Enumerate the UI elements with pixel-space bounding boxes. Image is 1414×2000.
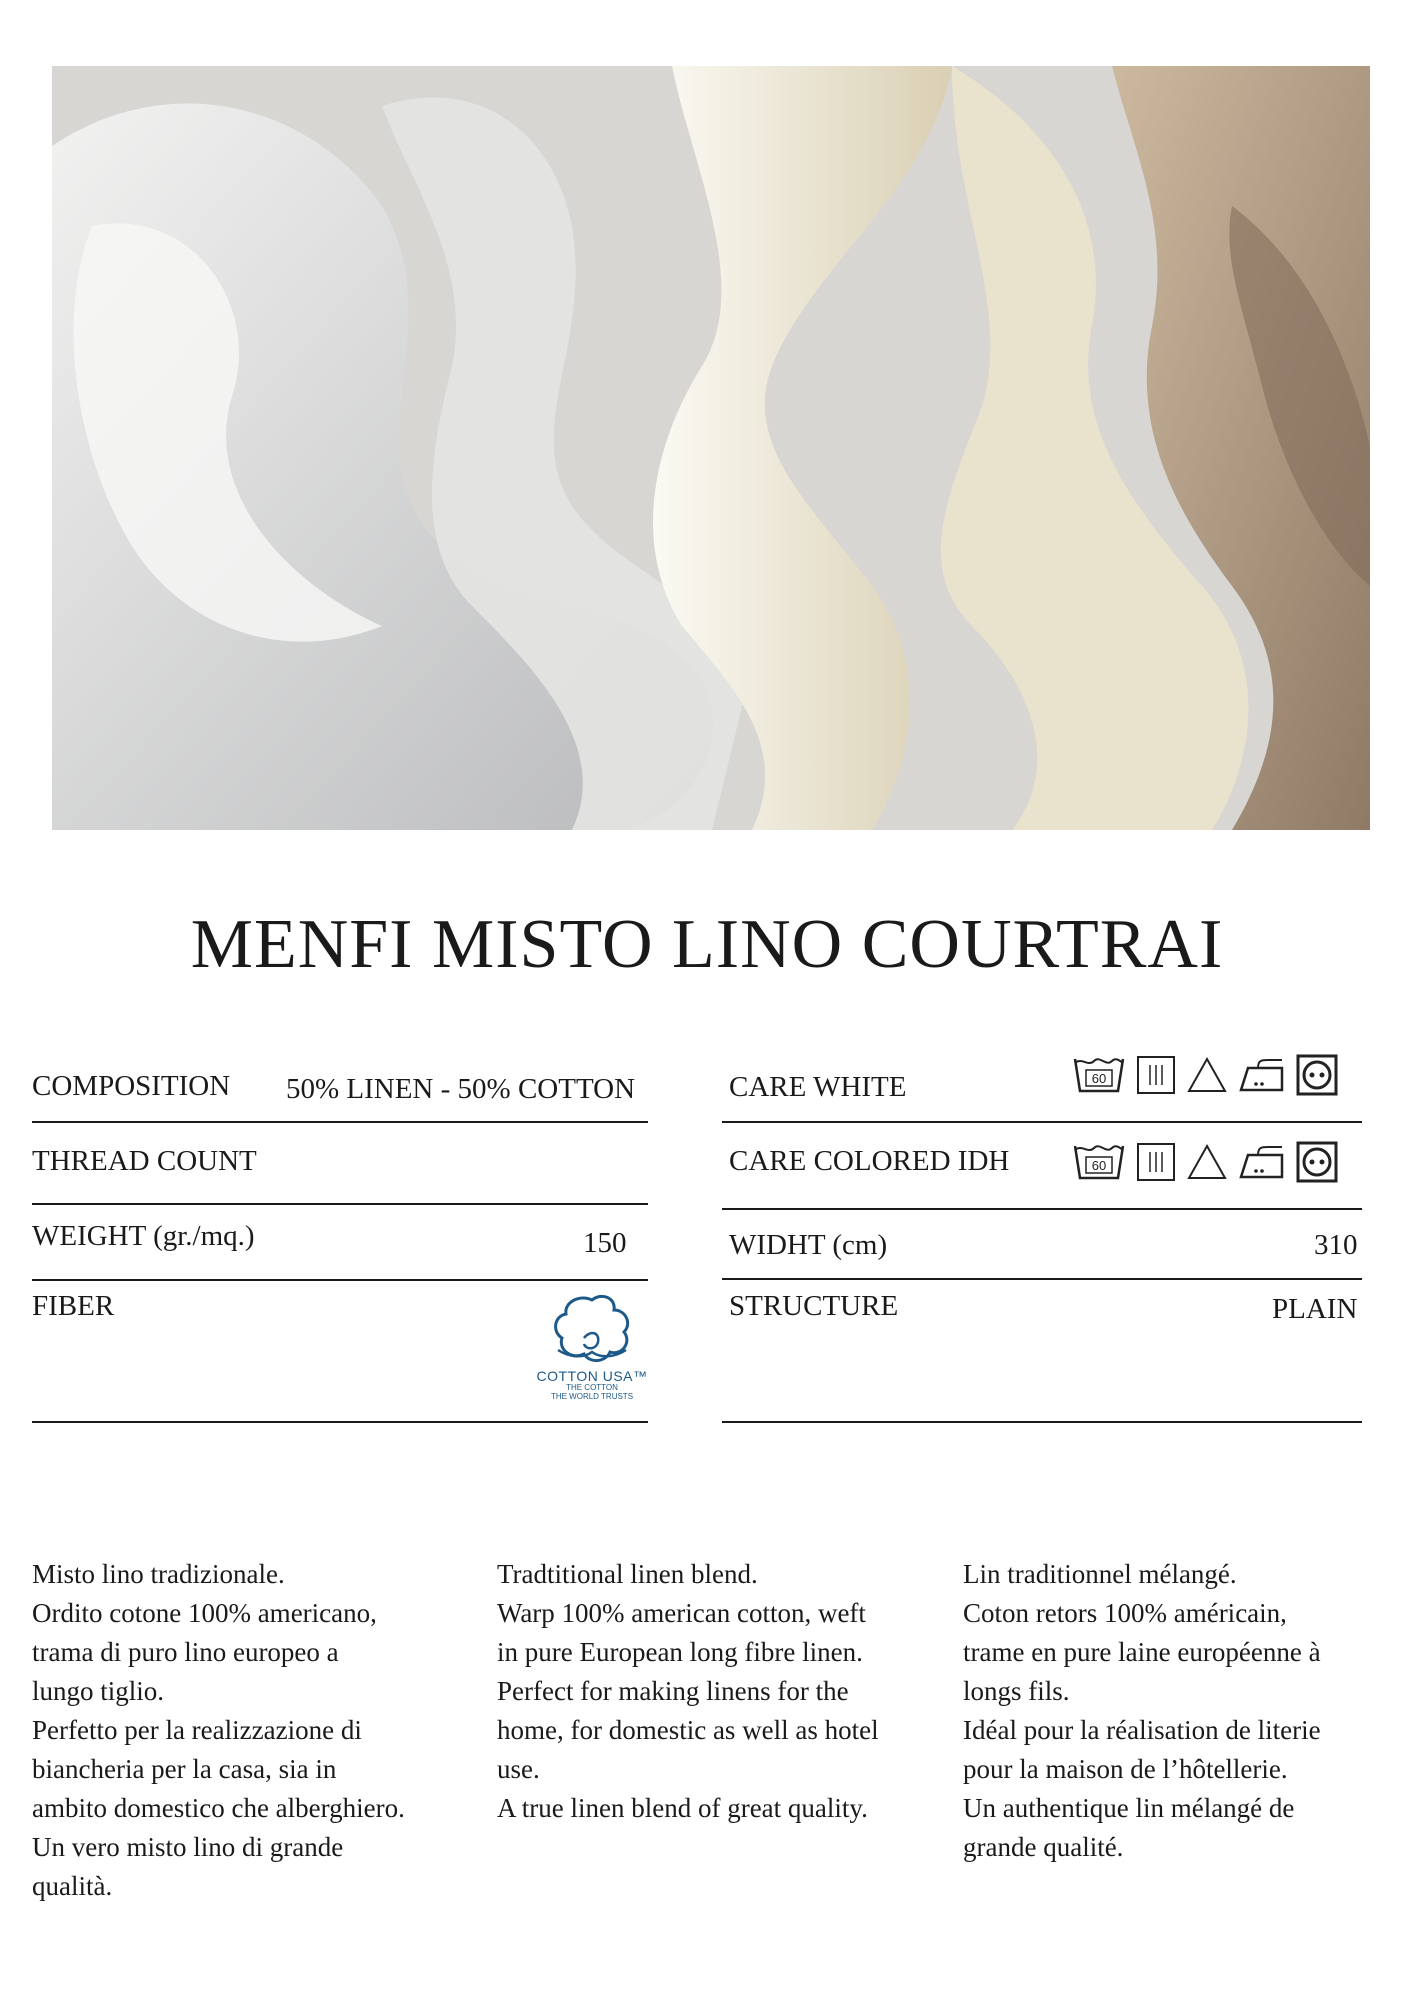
description-line: Idéal pour la réalisation de literie xyxy=(963,1715,1321,1745)
divider xyxy=(32,1279,648,1281)
description-line: Misto lino tradizionale. xyxy=(32,1559,285,1589)
logo-name: COTTON USA™ xyxy=(536,1368,648,1384)
description-line: Coton retors 100% américain, xyxy=(963,1598,1287,1628)
description-line: Warp 100% american cotton, weft xyxy=(497,1598,866,1628)
wash-60-icon xyxy=(1072,1055,1126,1095)
bleach-triangle-icon xyxy=(1186,1143,1228,1181)
description-line: Perfect for making linens for the xyxy=(497,1676,849,1706)
description-italian xyxy=(32,1555,462,1906)
description-line: biancheria per la casa, sia in xyxy=(32,1754,337,1784)
description-line: Tradtitional linen blend. xyxy=(497,1559,758,1589)
width-value: 310 xyxy=(1314,1229,1358,1261)
description-line: ambito domestico che alberghiero. xyxy=(32,1793,405,1823)
product-title: MENFI MISTO LINO COURTRAI xyxy=(190,906,1224,983)
description-line: use. xyxy=(497,1754,540,1784)
care-white-icons xyxy=(1072,1054,1338,1096)
hero-fabric-image xyxy=(52,66,1370,830)
composition-value: 50% LINEN - 50% COTTON xyxy=(286,1073,636,1105)
description-line: grande qualité. xyxy=(963,1832,1124,1862)
cotton-usa-logo xyxy=(532,1292,652,1416)
dry-clean-circle-icon xyxy=(1296,1054,1338,1096)
description-line: Un vero misto lino di grande xyxy=(32,1832,344,1862)
divider xyxy=(722,1208,1362,1210)
svg-text:60: 60 xyxy=(1091,1158,1107,1173)
description-line: Ordito cotone 100% americano, xyxy=(32,1598,377,1628)
divider xyxy=(722,1421,1362,1423)
description-line: longs fils. xyxy=(963,1676,1070,1706)
structure-label: STRUCTURE xyxy=(729,1290,899,1322)
bleach-triangle-icon xyxy=(1186,1056,1228,1094)
linen-fabric-illustration xyxy=(52,66,1370,830)
description-english xyxy=(497,1555,927,1828)
logo-tagline-1: THE COTTON xyxy=(566,1383,618,1392)
structure-value: PLAIN xyxy=(1272,1293,1358,1325)
dry-clean-circle-icon xyxy=(1296,1141,1338,1183)
divider xyxy=(32,1121,648,1123)
description-line: pour la maison de l’hôtellerie. xyxy=(963,1754,1288,1784)
svg-text:60: 60 xyxy=(1091,1071,1107,1086)
care-colored-label: CARE COLORED IDH xyxy=(729,1145,1010,1177)
divider xyxy=(722,1278,1362,1280)
divider xyxy=(722,1121,1362,1123)
tumble-dry-icon xyxy=(1136,1055,1176,1095)
wash-60-icon xyxy=(1072,1142,1126,1182)
cotton-boll-icon xyxy=(550,1292,634,1366)
width-label: WIDHT (cm) xyxy=(729,1229,888,1261)
weight-value: 150 xyxy=(583,1227,627,1259)
iron-icon xyxy=(1238,1056,1286,1094)
divider xyxy=(32,1421,648,1423)
description-line: trame en pure laine européenne à xyxy=(963,1637,1321,1667)
fiber-label: FIBER xyxy=(32,1290,115,1322)
composition-label: COMPOSITION xyxy=(32,1070,231,1102)
description-line: Lin traditionnel mélangé. xyxy=(963,1559,1237,1589)
description-line: Perfetto per la realizzazione di xyxy=(32,1715,362,1745)
tumble-dry-icon xyxy=(1136,1142,1176,1182)
description-french xyxy=(963,1555,1393,1867)
description-line: A true linen blend of great quality. xyxy=(497,1793,868,1823)
weight-label: WEIGHT (gr./mq.) xyxy=(32,1220,255,1252)
thread-count-label: THREAD COUNT xyxy=(32,1145,257,1177)
description-line: Un authentique lin mélangé de xyxy=(963,1793,1295,1823)
description-line: qualità. xyxy=(32,1871,113,1901)
description-line: trama di puro lino europeo a xyxy=(32,1637,339,1667)
divider xyxy=(32,1203,648,1205)
iron-icon xyxy=(1238,1143,1286,1181)
logo-tagline-2: THE WORLD TRUSTS xyxy=(550,1391,634,1401)
care-colored-icons xyxy=(1072,1141,1338,1183)
description-line: lungo tiglio. xyxy=(32,1676,165,1706)
care-white-label: CARE WHITE xyxy=(729,1071,907,1103)
description-line: home, for domestic as well as hotel xyxy=(497,1715,879,1745)
description-line: in pure European long fibre linen. xyxy=(497,1637,863,1667)
